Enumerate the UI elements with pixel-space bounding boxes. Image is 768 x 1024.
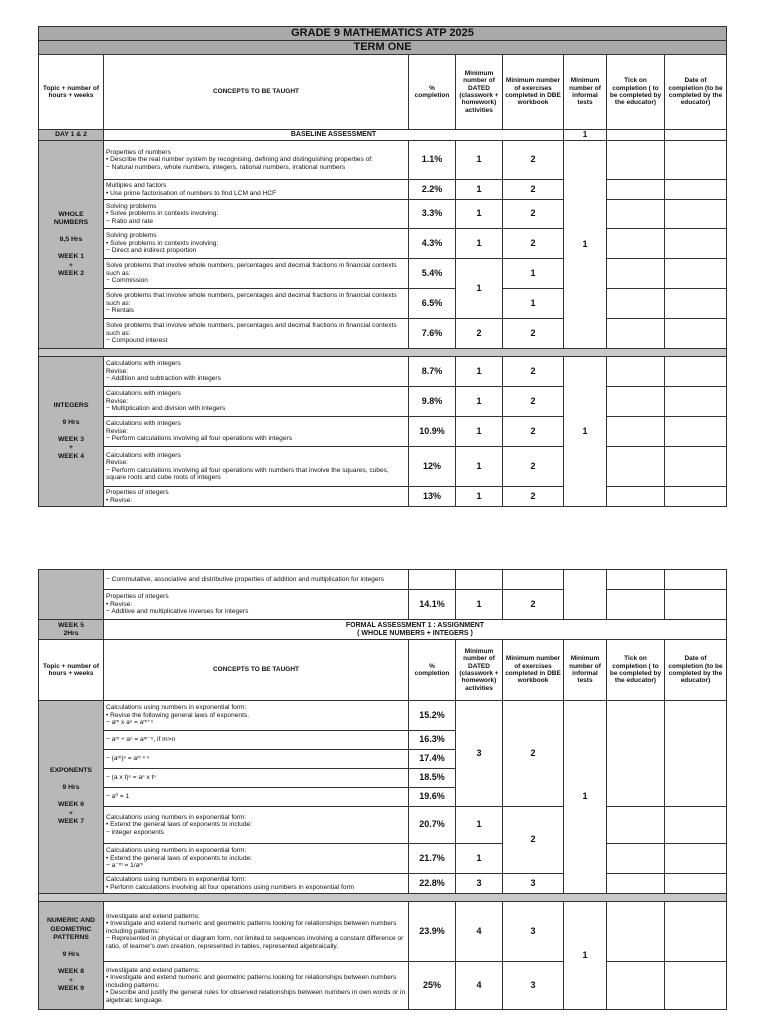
header-dated: Minimum number of DATED (classwork + homework) activities: [456, 640, 503, 701]
topic-integers-continued: [39, 570, 104, 620]
concept-cell: − (a x t)ⁿ = aⁿ x tⁿ: [104, 769, 409, 788]
date-cell[interactable]: [665, 259, 727, 289]
exercises-cell: 2: [503, 417, 564, 447]
exercises-cell: 2: [503, 387, 564, 417]
date-cell[interactable]: [665, 319, 727, 349]
completion-cell: 9.8%: [409, 387, 456, 417]
atp-table-page-2: [38, 569, 727, 1010]
concept-cell: Calculations with integers Revise: − Perform calculations involving all four operations with integers: [104, 417, 409, 447]
exercises-cell: 1: [503, 289, 564, 319]
completion-cell: 3.3%: [409, 200, 456, 229]
completion-cell: 1.1%: [409, 141, 456, 180]
concept-cell: Solve problems that involve whole numbers, percentages and decimal fractions in financial contexts such as: − Rentals: [104, 289, 409, 319]
dated-cell: 1: [456, 417, 503, 447]
concept-cell: − (aᵐ)ⁿ = aᵐ ˣ ⁿ: [104, 750, 409, 769]
dated-cell: [456, 570, 503, 590]
completion-cell: 8.7%: [409, 357, 456, 387]
concept-cell: Solve problems that involve whole numbers, percentages and decimal fractions in financial contexts such as: − Commission: [104, 259, 409, 289]
date-cell[interactable]: [665, 962, 727, 1010]
tick-cell[interactable]: [607, 807, 665, 844]
informal-cell: 1: [564, 357, 607, 507]
dated-cell: 2: [456, 319, 503, 349]
concept-cell: Solving problems • Solve problems in contexts involving: − Direct and indirect proportion: [104, 229, 409, 259]
exercises-cell: 2: [503, 319, 564, 349]
tick-cell[interactable]: [607, 590, 665, 620]
exercises-cell: 2: [503, 141, 564, 180]
topic-integers: INTEGERS 9 Hrs WEEK 3 + WEEK 4: [39, 357, 104, 507]
tick-cell[interactable]: [607, 259, 665, 289]
header-tick: Tick on completion ( to be completed by the educator): [607, 640, 665, 701]
header-exercises: Minimum number of exercises completed in DBE workbook: [503, 55, 564, 130]
exercises-cell: [503, 570, 564, 590]
completion-cell: 10.9%: [409, 417, 456, 447]
dated-cell: 1: [456, 180, 503, 200]
header-completion: % completion: [409, 640, 456, 701]
date-cell[interactable]: [665, 590, 727, 620]
header-dated: Minimum number of DATED (classwork + homework) activities: [456, 55, 503, 130]
exercises-cell: 3: [503, 962, 564, 1010]
concept-cell: Calculations using numbers in exponential form: • Extend the general laws of exponents to include: − a⁻ᵐ = 1/aᵐ: [104, 844, 409, 874]
concept-cell: Calculations using numbers in exponential form: • Perform calculations involving all four operations using numbers in exponential form: [104, 874, 409, 894]
concept-cell: − a⁰ = 1: [104, 788, 409, 807]
tick-cell[interactable]: [607, 141, 665, 180]
concept-cell: Solve problems that involve whole numbers, percentages and decimal fractions in financial contexts such as: − Compound interest: [104, 319, 409, 349]
header-tick: Tick on completion ( to be completed by the educator): [607, 55, 665, 130]
completion-cell: 4.3%: [409, 229, 456, 259]
exercises-cell: 2: [503, 357, 564, 387]
date-cell[interactable]: [665, 570, 727, 590]
concept-cell: Properties of integers • Revise: − Additive and multiplicative inverses for integers: [104, 590, 409, 620]
concept-cell: Calculations using numbers in exponential form: • Revise the following general laws of exponents. − aᵐ x aⁿ = aᵐ⁺ⁿ: [104, 701, 409, 731]
header-date: Date of completion (to be completed by the educator): [665, 640, 727, 701]
concept-cell: Properties of integers • Revise:: [104, 487, 409, 507]
tick-cell[interactable]: [607, 902, 665, 962]
tick-cell[interactable]: [607, 844, 665, 874]
date-cell[interactable]: [665, 701, 727, 807]
header-concepts: CONCEPTS TO BE TAUGHT: [104, 55, 409, 130]
dated-cell: 4: [456, 962, 503, 1010]
completion-cell: 15.2%: [409, 701, 456, 731]
header-completion: % completion: [409, 55, 456, 130]
tick-cell[interactable]: [607, 319, 665, 349]
tick-cell[interactable]: [607, 417, 665, 447]
dated-cell: 1: [456, 447, 503, 487]
concept-cell: Investigate and extend patterns: • Investigate and extend numeric and geometric patterns looking for relationships between numbers including patterns: − Represented in physical or diagram form, not limited to sequences involving a constant difference or ratio, of learner's own creation, represented in tables, represented algebraically.: [104, 902, 409, 962]
exercises-cell: 1: [503, 259, 564, 289]
tick-cell[interactable]: [607, 387, 665, 417]
exercises-cell: 2: [503, 200, 564, 229]
date-cell[interactable]: [665, 357, 727, 387]
date-cell[interactable]: [665, 200, 727, 229]
header-topic: Topic + number of hours + weeks: [39, 640, 104, 701]
dated-cell: 1: [456, 229, 503, 259]
dated-cell: 1: [456, 590, 503, 620]
informal-cell: [564, 570, 607, 620]
term-title: TERM ONE: [39, 41, 727, 55]
completion-cell: 20.7%: [409, 807, 456, 844]
date-cell[interactable]: [665, 807, 727, 844]
dated-cell: 1: [456, 844, 503, 874]
exercises-cell: 2: [503, 701, 564, 807]
exercises-cell: 2: [503, 590, 564, 620]
date-cell[interactable]: [665, 902, 727, 962]
exercises-cell: 2: [503, 807, 564, 874]
baseline-day: DAY 1 & 2: [39, 130, 104, 141]
header-informal: Minimum number of informal tests: [564, 640, 607, 701]
header-date: Date of completion (to be completed by the educator): [665, 55, 727, 130]
tick-cell[interactable]: [607, 180, 665, 200]
exercises-cell: 3: [503, 874, 564, 894]
exercises-cell: 2: [503, 229, 564, 259]
concept-cell: Solving problems • Solve problems in contexts involving: − Ratio and rate: [104, 200, 409, 229]
formal-assessment: FORMAL ASSESSMENT 1 : ASSIGNMENT ( WHOLE NUMBERS + INTEGERS ): [104, 620, 727, 640]
tick-cell[interactable]: [607, 289, 665, 319]
completion-cell: 18.5%: [409, 769, 456, 788]
informal-cell: 1: [564, 701, 607, 894]
completion-cell: 19.6%: [409, 788, 456, 807]
date-cell[interactable]: [665, 874, 727, 894]
header-exercises: Minimum number of exercises completed in DBE workbook: [503, 640, 564, 701]
dated-cell: 1: [456, 141, 503, 180]
page-one: [38, 26, 726, 507]
concept-cell: − Commutative, associative and distributive properties of addition and multiplication for integers: [104, 570, 409, 590]
exercises-cell: 2: [503, 487, 564, 507]
dated-cell: 1: [456, 487, 503, 507]
dated-cell: 3: [456, 701, 503, 807]
concept-cell: Investigate and extend patterns: • Investigate and extend numeric and geometric patterns looking for relationships between numbers including patterns: • Describe and justify the general rules for observed relationships between numbers in own words or in algebraic language.: [104, 962, 409, 1010]
dated-cell: 1: [456, 200, 503, 229]
completion-cell: 23.9%: [409, 902, 456, 962]
concept-cell: Calculations with integers Revise: − Addition and subtraction with integers: [104, 357, 409, 387]
document-title: GRADE 9 MATHEMATICS ATP 2025: [39, 27, 727, 41]
completion-cell: 14.1%: [409, 590, 456, 620]
section-divider: [39, 349, 727, 357]
informal-cell: 1: [564, 141, 607, 349]
completion-cell: 5.4%: [409, 259, 456, 289]
topic-exponents: EXPONENTS 9 Hrs WEEK 6 + WEEK 7: [39, 701, 104, 894]
tick-cell[interactable]: [607, 874, 665, 894]
date-cell[interactable]: [665, 180, 727, 200]
concept-cell: Properties of numbers • Describe the real number system by recognising, defining and distinguishing properties of: − Natural numbers, whole numbers, integers, rational numbers, irrational numbers: [104, 141, 409, 180]
completion-cell: [409, 570, 456, 590]
concept-cell: − aᵐ ÷ aⁿ = aᵐ⁻ⁿ, if m>n: [104, 731, 409, 750]
topic-whole-numbers: WHOLE NUMBERS 8,5 Hrs WEEK 1 + WEEK 2: [39, 141, 104, 349]
date-cell[interactable]: [665, 417, 727, 447]
date-cell[interactable]: [665, 487, 727, 507]
date-cell[interactable]: [665, 229, 727, 259]
concept-cell: Multiples and factors • Use prime factorisation of numbers to find LCM and HCF: [104, 180, 409, 200]
exercises-cell: 2: [503, 180, 564, 200]
completion-cell: 2.2%: [409, 180, 456, 200]
concept-cell: Calculations with integers Revise: − Perform calculations involving all four operations with numbers that involve the squares, cubes, square roots and cube roots of integers: [104, 447, 409, 487]
exercises-cell: 3: [503, 902, 564, 962]
page-two: [38, 569, 726, 1010]
completion-cell: 13%: [409, 487, 456, 507]
concept-cell: Calculations with integers Revise: − Multiplication and division with integers: [104, 387, 409, 417]
dated-cell: 1: [456, 357, 503, 387]
completion-cell: 12%: [409, 447, 456, 487]
tick-cell[interactable]: [607, 447, 665, 487]
tick-cell[interactable]: [607, 570, 665, 590]
tick-cell[interactable]: [607, 701, 665, 807]
atp-table-page-1: [38, 26, 727, 507]
tick-cell[interactable]: [607, 487, 665, 507]
dated-cell: 4: [456, 902, 503, 962]
dated-cell: 3: [456, 874, 503, 894]
topic-patterns: NUMERIC AND GEOMETRIC PATTERNS 9 Hrs WEEK 8 + WEEK 9: [39, 902, 104, 1010]
completion-cell: 17.4%: [409, 750, 456, 769]
tick-cell[interactable]: [607, 130, 665, 141]
dated-cell: 1: [456, 387, 503, 417]
header-concepts: CONCEPTS TO BE TAUGHT: [104, 640, 409, 701]
dated-cell: 1: [456, 259, 503, 319]
tick-cell[interactable]: [607, 962, 665, 1010]
completion-cell: 7.6%: [409, 319, 456, 349]
date-cell[interactable]: [665, 130, 727, 141]
baseline-informal: 1: [564, 130, 607, 141]
dated-cell: 1: [456, 807, 503, 844]
tick-cell[interactable]: [607, 357, 665, 387]
baseline-label: BASELINE ASSESSMENT: [104, 130, 564, 141]
tick-cell[interactable]: [607, 200, 665, 229]
date-cell[interactable]: [665, 387, 727, 417]
completion-cell: 6.5%: [409, 289, 456, 319]
completion-cell: 16.3%: [409, 731, 456, 750]
completion-cell: 22.8%: [409, 874, 456, 894]
section-divider: [39, 894, 727, 902]
header-topic: Topic + number of hours + weeks: [39, 55, 104, 130]
informal-cell: 1: [564, 902, 607, 1010]
exercises-cell: 2: [503, 447, 564, 487]
formal-week: WEEK 5 2Hrs: [39, 620, 104, 640]
completion-cell: 21.7%: [409, 844, 456, 874]
date-cell[interactable]: [665, 141, 727, 180]
completion-cell: 25%: [409, 962, 456, 1010]
date-cell[interactable]: [665, 289, 727, 319]
tick-cell[interactable]: [607, 229, 665, 259]
date-cell[interactable]: [665, 844, 727, 874]
date-cell[interactable]: [665, 447, 727, 487]
header-informal: Minimum number of informal tests: [564, 55, 607, 130]
concept-cell: Calculations using numbers in exponential form: • Extend the general laws of exponents to include: − integer exponents: [104, 807, 409, 844]
